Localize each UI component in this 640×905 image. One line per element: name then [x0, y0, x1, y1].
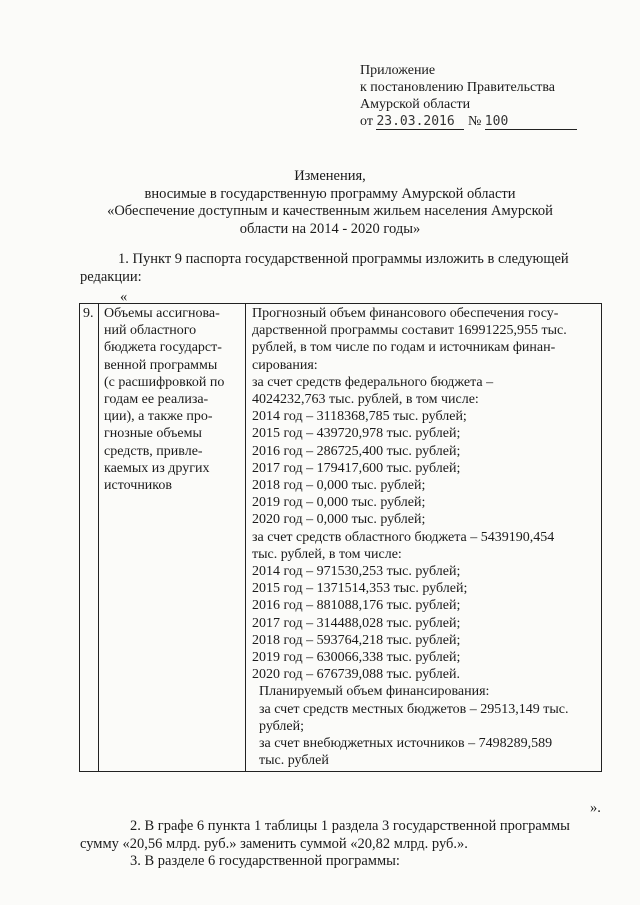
- from-label: от: [360, 114, 373, 129]
- right-line: сирования:: [252, 357, 318, 373]
- close-quote: ».: [590, 800, 601, 816]
- right-line: 2019 год – 630066,338 тыс. рублей;: [252, 650, 461, 666]
- left-line: источников: [104, 478, 173, 494]
- right-line: 2020 год – 0,000 тыс. рублей;: [252, 512, 426, 528]
- left-line: бюджета государст-: [104, 340, 222, 356]
- right-line: 2016 год – 286725,400 тыс. рублей;: [252, 443, 461, 459]
- right-line: 2014 год – 971530,253 тыс. рублей;: [252, 564, 461, 580]
- title-line-2: вносимые в государственную программу Амурской области: [144, 185, 516, 202]
- right-cell: [246, 304, 602, 772]
- decree-number: 100: [485, 114, 577, 130]
- left-line: (с расшифровкой по: [104, 374, 225, 390]
- appendix-line-3: Амурской области: [360, 97, 471, 112]
- right-line: 4024232,763 тыс. рублей, в том числе:: [252, 392, 479, 408]
- point-1-line-2: редакции:: [80, 268, 142, 285]
- title-line-1: Изменения,: [294, 168, 366, 184]
- right-line: дарственной программы составит 16991225,955 тыс.: [252, 323, 567, 339]
- left-line: годам ее реализа-: [104, 392, 209, 408]
- title-line-3: «Обеспечение доступным и качественным жильем населения Амурской: [107, 203, 553, 219]
- left-line: каемых из других: [104, 460, 210, 476]
- right-line: рублей, в том числе по годам и источникам финан-: [252, 340, 556, 356]
- appendix-date-row: [360, 113, 577, 130]
- left-cell: [99, 304, 246, 772]
- right-line: за счет внебюджетных источников – 7498289,589: [259, 736, 553, 752]
- right-line: тыс. рублей: [259, 753, 329, 769]
- appendix-line-2: к постановлению Правительства: [360, 80, 556, 95]
- right-line: 2018 год – 593764,218 тыс. рублей;: [252, 632, 461, 648]
- right-line: рублей;: [259, 718, 304, 734]
- point-1-paragraph: [80, 251, 600, 286]
- left-line: Объемы ассигнова-: [104, 306, 220, 321]
- row-number: 9.: [80, 304, 99, 772]
- right-line: 2015 год – 1371514,353 тыс. рублей;: [252, 581, 468, 597]
- right-line: тыс. рублей, в том числе:: [252, 546, 402, 562]
- table-row: [80, 304, 602, 772]
- title-line-4: области на 2014 - 2020 годы»: [239, 220, 421, 237]
- decree-date: 23.03.2016: [376, 114, 464, 130]
- appendix-line-1: Приложение: [360, 63, 436, 78]
- number-label: №: [467, 114, 482, 129]
- point-2-paragraph: [80, 818, 604, 853]
- left-line: венной программы: [104, 357, 218, 373]
- right-line: 2018 год – 0,000 тыс. рублей;: [252, 478, 426, 494]
- right-line: 2016 год – 881088,176 тыс. рублей;: [252, 598, 461, 614]
- appendix-block: [360, 62, 577, 130]
- right-line: за счет средств федерального бюджета –: [252, 374, 494, 390]
- document-title: [60, 168, 600, 238]
- right-line: 2020 год – 676739,088 тыс. рублей.: [252, 667, 460, 683]
- right-line: 2015 год – 439720,978 тыс. рублей;: [252, 426, 461, 442]
- right-line: за счет средств местных бюджетов – 29513,149 тыс.: [259, 701, 569, 717]
- right-line: 2014 год – 3118368,785 тыс. рублей;: [252, 409, 467, 425]
- right-line: Прогнозный объем финансового обеспечения госу-: [252, 306, 559, 321]
- point-3-paragraph: 3. В разделе 6 государственной программы:: [130, 853, 400, 869]
- passport-table: [79, 303, 602, 772]
- right-line: 2019 год – 0,000 тыс. рублей;: [252, 495, 426, 511]
- right-line: 2017 год – 179417,600 тыс. рублей;: [252, 460, 461, 476]
- point-1-line-1: 1. Пункт 9 паспорта государственной программы изложить в следующей: [118, 251, 569, 267]
- left-line: ний областного: [104, 323, 197, 339]
- right-line: Планируемый объем финансирования:: [259, 684, 490, 700]
- right-line: 2017 год – 314488,028 тыс. рублей;: [252, 615, 461, 631]
- open-quote: «: [120, 289, 128, 305]
- point-2-line-2: сумму «20,56 млрд. руб.» заменить суммой «20,82 млрд. руб.».: [80, 835, 468, 852]
- left-line: средств, привле-: [104, 443, 203, 459]
- left-line: гнозные объемы: [104, 426, 202, 442]
- left-line: ции), а также про-: [104, 409, 213, 425]
- right-line: за счет средств областного бюджета – 5439190,454: [252, 529, 555, 545]
- point-2-line-1: 2. В графе 6 пункта 1 таблицы 1 раздела 3 государственной программы: [130, 818, 570, 834]
